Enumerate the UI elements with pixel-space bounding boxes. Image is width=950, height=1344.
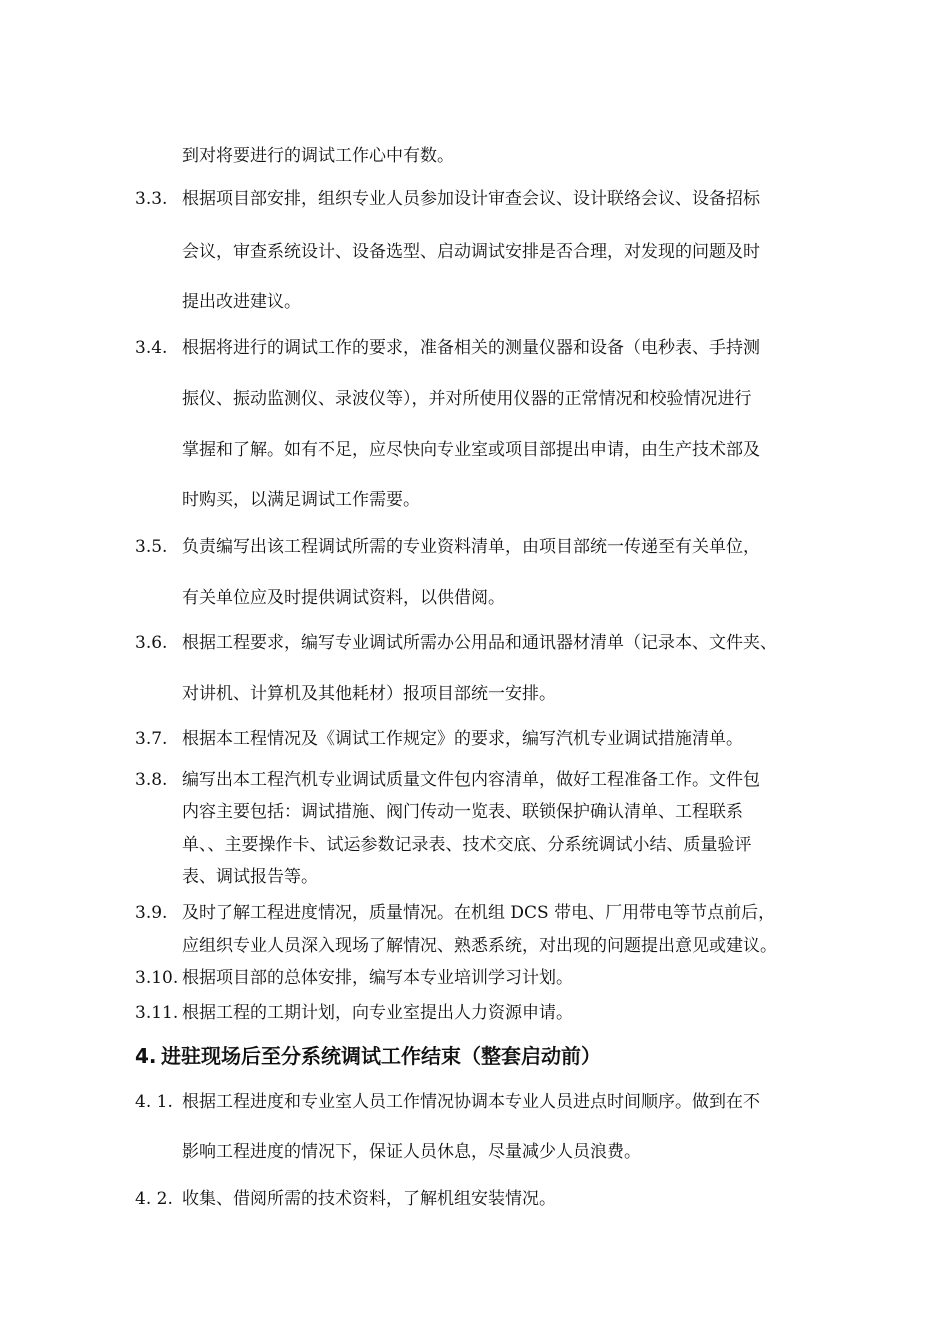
item-number: 3.11. <box>135 1003 179 1023</box>
item-number: 3.6. <box>135 633 168 653</box>
item-number: 3.4. <box>135 338 168 358</box>
paragraph-line: 到对将要进行的调试工作心中有数。 <box>182 146 454 166</box>
item-number: 4. 2. <box>135 1189 173 1209</box>
paragraph-line: 内容主要包括：调试措施、阀门传动一览表、联锁保护确认清单、工程联系 <box>182 802 743 822</box>
paragraph-line: 提出改进建议。 <box>182 292 301 312</box>
paragraph-line: 负责编写出该工程调试所需的专业资料清单，由项目部统一传递至有关单位， <box>182 537 760 557</box>
paragraph-line: 掌握和了解。如有不足，应尽快向专业室或项目部提出申请，由生产技术部及 <box>182 440 760 460</box>
paragraph-line: 应组织专业人员深入现场了解情况、熟悉系统，对出现的问题提出意见或建议。 <box>182 936 777 956</box>
paragraph-line: 对讲机、计算机及其他耗材）报项目部统一安排。 <box>182 684 556 704</box>
paragraph-line: 根据工程的工期计划，向专业室提出人力资源申请。 <box>182 1003 573 1023</box>
paragraph-line: 根据项目部的总体安排，编写本专业培训学习计划。 <box>182 968 573 988</box>
section-number: 4. <box>135 1044 157 1068</box>
section-heading <box>135 1044 601 1068</box>
paragraph-line: 振仪、振动监测仪、录波仪等），并对所使用仪器的正常情况和校验情况进行 <box>182 389 752 409</box>
paragraph-line: 根据工程要求，编写专业调试所需办公用品和通讯器材清单（记录本、文件夹、 <box>182 633 777 653</box>
paragraph-line: 根据本工程情况及《调试工作规定》的要求，编写汽机专业调试措施清单。 <box>182 729 743 749</box>
paragraph-line: 根据工程进度和专业室人员工作情况协调本专业人员进点时间顺序。做到在不 <box>182 1092 760 1112</box>
paragraph-line: 收集、借阅所需的技术资料，了解机组安装情况。 <box>182 1189 556 1209</box>
item-number: 3.9. <box>135 903 168 923</box>
item-number: 4. 1. <box>135 1092 173 1112</box>
paragraph-line: 会议，审查系统设计、设备选型、启动调试安排是否合理，对发现的问题及时 <box>182 242 760 262</box>
paragraph-line: 及时了解工程进度情况，质量情况。在机组 DCS 带电、厂用带电等节点前后， <box>182 903 776 923</box>
section-title: 进驻现场后至分系统调试工作结束（整套启动前） <box>161 1044 601 1068</box>
paragraph-line: 单、、主要操作卡、试运参数记录表、技术交底、分系统调试小结、质量验评 <box>182 835 752 855</box>
item-number: 3.7. <box>135 729 168 749</box>
paragraph-line: 时购买，以满足调试工作需要。 <box>182 490 420 510</box>
paragraph-line: 表、调试报告等。 <box>182 867 318 887</box>
item-number: 3.5. <box>135 537 168 557</box>
paragraph-line: 根据将进行的调试工作的要求，准备相关的测量仪器和设备（电秒表、手持测 <box>182 338 760 358</box>
paragraph-line: 根据项目部安排，组织专业人员参加设计审查会议、设计联络会议、设备招标 <box>182 189 760 209</box>
item-number: 3.10. <box>135 968 179 988</box>
paragraph-line: 有关单位应及时提供调试资料，以供借阅。 <box>182 588 505 608</box>
item-number: 3.8. <box>135 770 168 790</box>
paragraph-line: 编写出本工程汽机专业调试质量文件包内容清单，做好工程准备工作。文件包 <box>182 770 760 790</box>
paragraph-line: 影响工程进度的情况下，保证人员休息，尽量减少人员浪费。 <box>182 1142 641 1162</box>
item-number: 3.3. <box>135 189 168 209</box>
